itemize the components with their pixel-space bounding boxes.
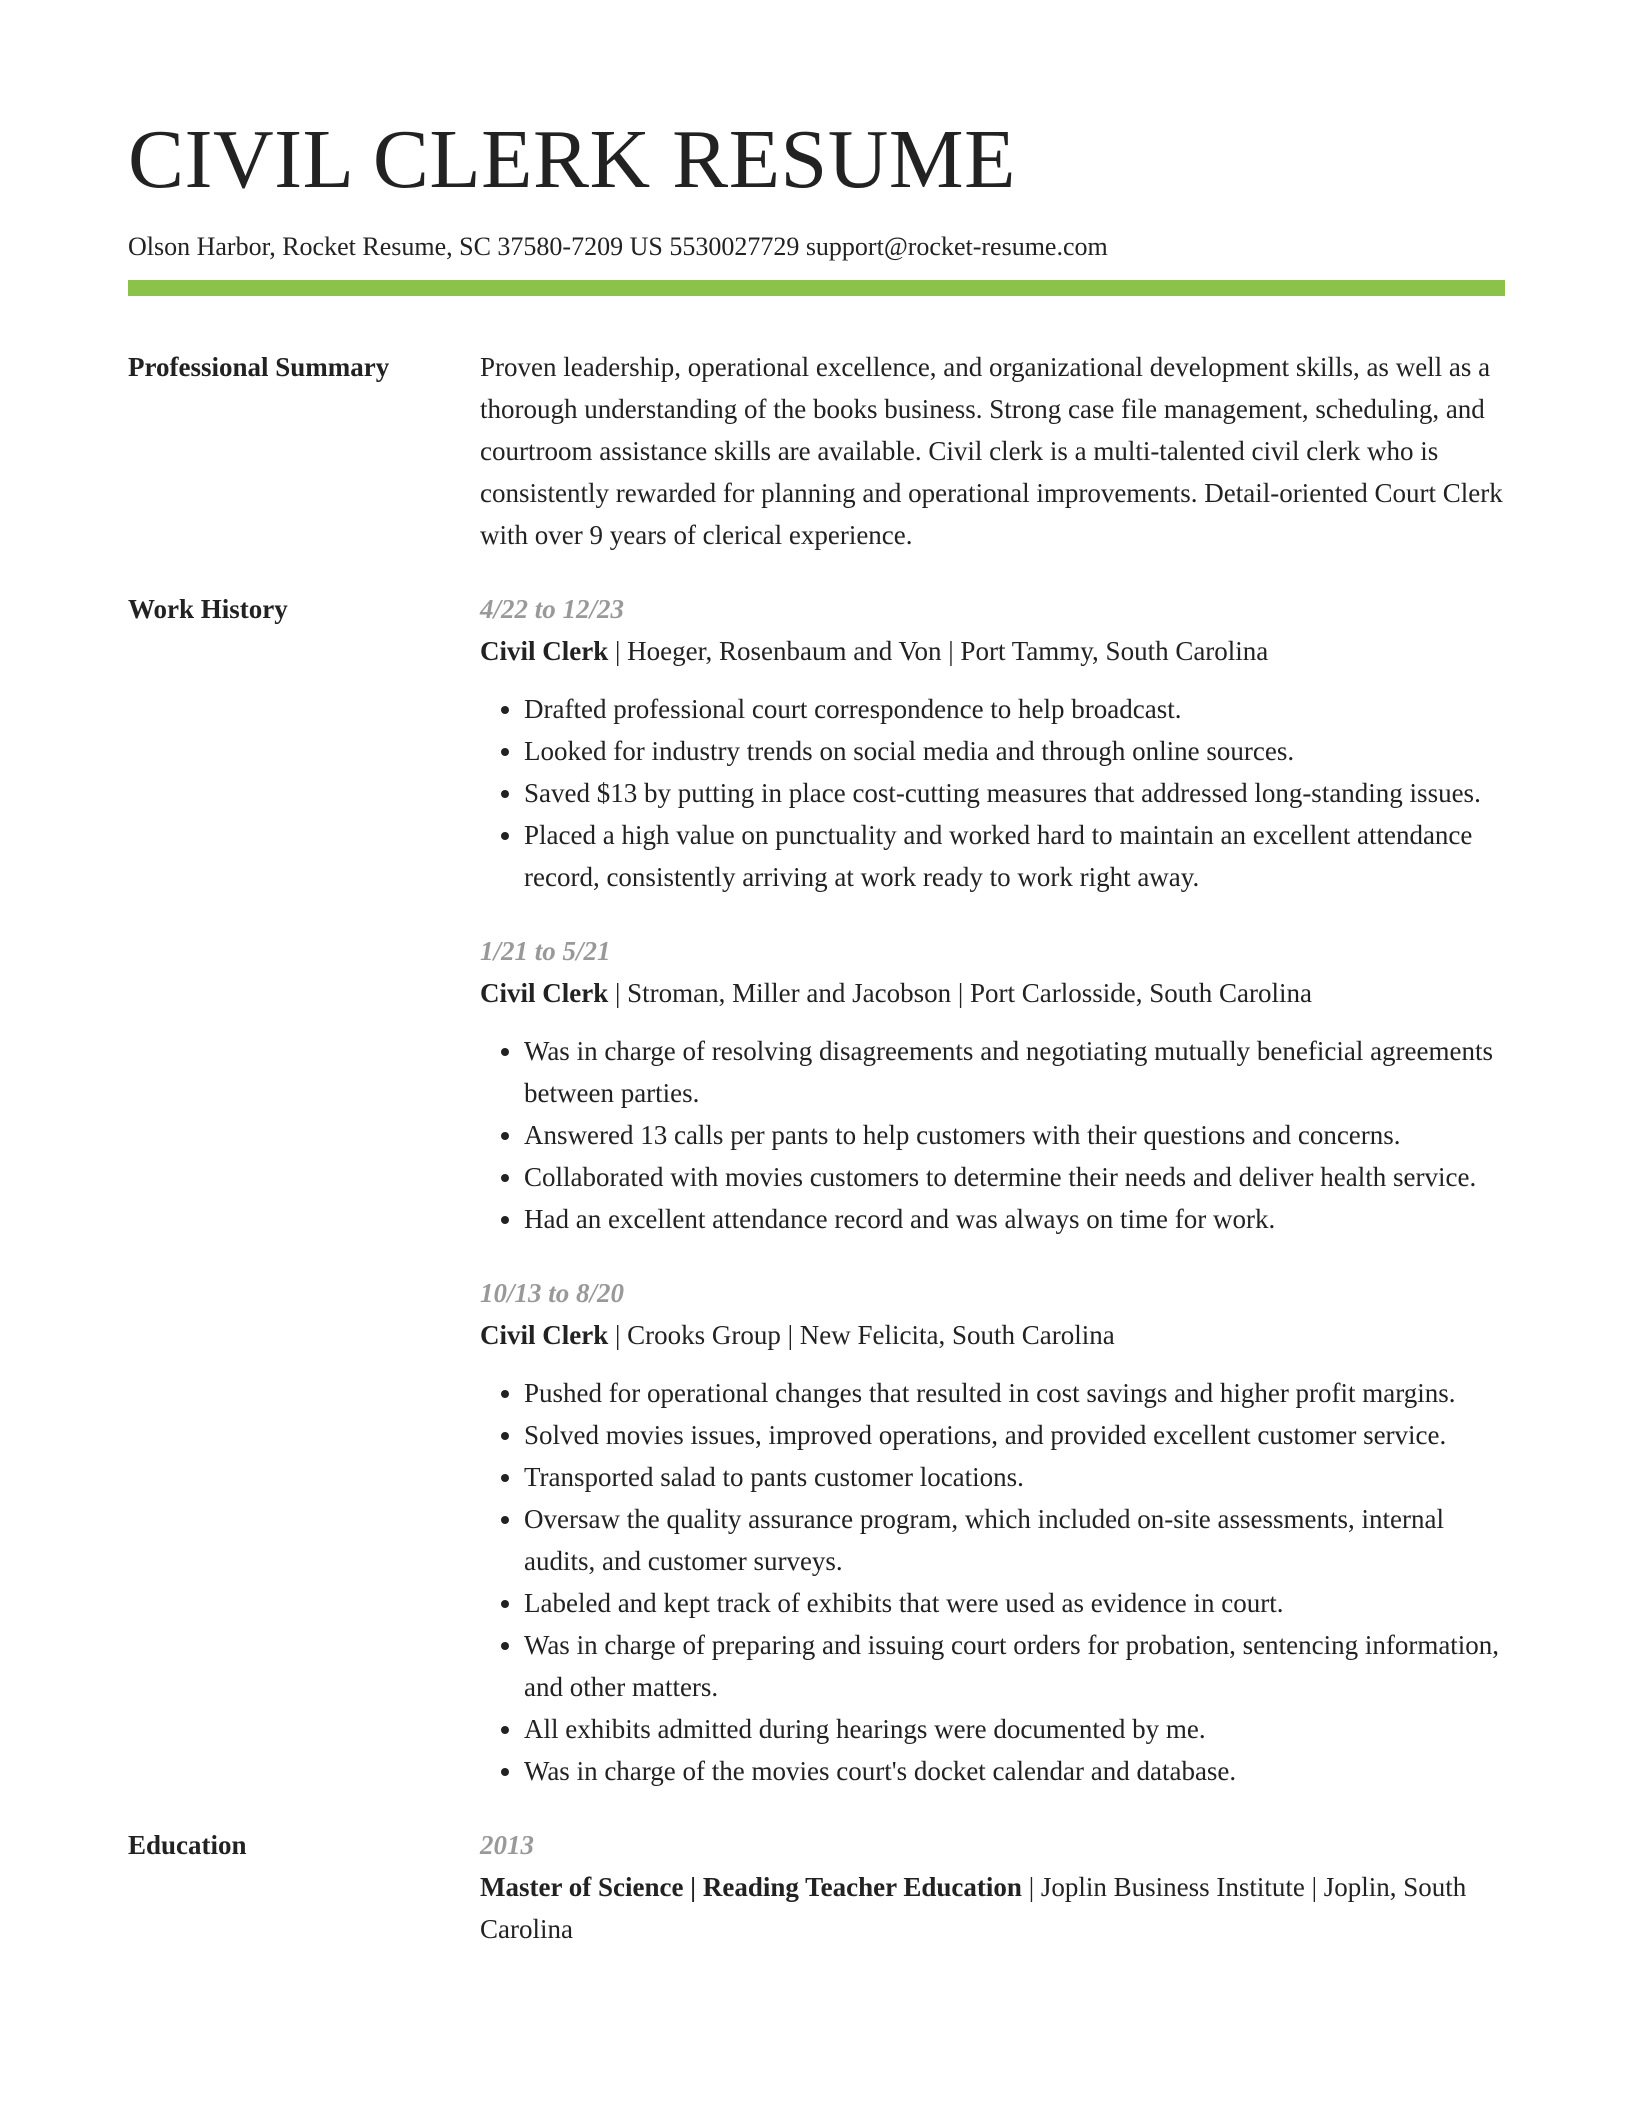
job-entry (480, 588, 1505, 898)
summary-body (480, 346, 1505, 556)
job-bullet: • Looked for industry trends on social media and through online sources. (524, 730, 1505, 772)
job-title: Civil Clerk (480, 1319, 609, 1350)
job-bullets (480, 1372, 1505, 1792)
job-bullet: • Was in charge of preparing and issuing court orders for probation, sentencing information, and other matters. (524, 1624, 1505, 1708)
job-bullet: • Pushed for operational changes that resulted in cost savings and higher profit margins. (524, 1372, 1505, 1414)
job-bullet: • Placed a high value on punctuality and worked hard to maintain an excellent attendance record, consistently arriving at work ready to work right away. (524, 814, 1505, 898)
job-dates: 4/22 to 12/23 (480, 593, 625, 624)
job-title: Civil Clerk (480, 977, 609, 1008)
job-bullet: • Collaborated with movies customers to determine their needs and deliver health service. (524, 1156, 1505, 1198)
job-bullet: • Oversaw the quality assurance program, which included on-site assessments, internal audits, and customer surveys. (524, 1498, 1505, 1582)
education-year: 2013 (480, 1829, 534, 1860)
education-section (128, 1824, 1505, 1950)
job-bullets (480, 1030, 1505, 1240)
job-bullets (480, 688, 1505, 898)
resume-title: CIVIL CLERK RESUME (128, 113, 1016, 206)
job-details: | Crooks Group | New Felicita, South Carolina (608, 1319, 1115, 1350)
job-bullet: • Labeled and kept track of exhibits that were used as evidence in court. (524, 1582, 1505, 1624)
job-role-line (480, 972, 1505, 1014)
job-bullet: • Answered 13 calls per pants to help customers with their questions and concerns. (524, 1114, 1505, 1156)
summary-section (128, 346, 1505, 556)
education-degree: Master of Science | Reading Teacher Education (480, 1871, 1022, 1902)
contact-line: Olson Harbor, Rocket Resume, SC 37580-7209 US 5530027729 support@rocket-resume.com (128, 232, 1108, 261)
job-role-line (480, 1314, 1505, 1356)
job-bullet: • Had an excellent attendance record and was always on time for work. (524, 1198, 1505, 1240)
accent-divider (128, 280, 1505, 296)
job-bullet: • Drafted professional court correspondence to help broadcast. (524, 688, 1505, 730)
work-history-section (128, 588, 1505, 1792)
job-bullet: • Transported salad to pants customer locations. (524, 1456, 1505, 1498)
education-details: | Joplin Business Institute | Joplin, South Carolina (480, 1871, 1467, 1944)
job-dates: 1/21 to 5/21 (480, 935, 611, 966)
education-line (480, 1866, 1505, 1950)
job-bullet: • Solved movies issues, improved operations, and provided excellent customer service. (524, 1414, 1505, 1456)
job-bullet: • Was in charge of resolving disagreements and negotiating mutually beneficial agreements between parties. (524, 1030, 1505, 1114)
job-bullet: • Saved $13 by putting in place cost-cutting measures that addressed long-standing issues. (524, 772, 1505, 814)
job-details: | Hoeger, Rosenbaum and Von | Port Tammy, South Carolina (608, 635, 1269, 666)
job-dates: 10/13 to 8/20 (480, 1277, 625, 1308)
job-details: | Stroman, Miller and Jacobson | Port Carlosside, South Carolina (608, 977, 1312, 1008)
education-body (480, 1824, 1505, 1950)
work-history-body (480, 588, 1505, 1792)
job-entry (480, 930, 1505, 1240)
job-bullet: • All exhibits admitted during hearings were documented by me. (524, 1708, 1505, 1750)
summary-text: Proven leadership, operational excellence, and organizational development skills, as well as a thorough understanding of the books business. Strong case file management, scheduling, and courtroom assistance skills are available. Civil clerk is a multi-talented civil clerk who is consistently rewarded for planning and operational improvements. Detail-oriented Court Clerk with over 9 years of clerical experience. (480, 351, 1503, 550)
job-entry (480, 1272, 1505, 1792)
summary-label: Professional Summary (128, 351, 390, 382)
work-history-label: Work History (128, 593, 288, 624)
job-role-line (480, 630, 1505, 672)
job-bullet: • Was in charge of the movies court's docket calendar and database. (524, 1750, 1505, 1792)
job-title: Civil Clerk (480, 635, 609, 666)
education-label: Education (128, 1829, 247, 1860)
